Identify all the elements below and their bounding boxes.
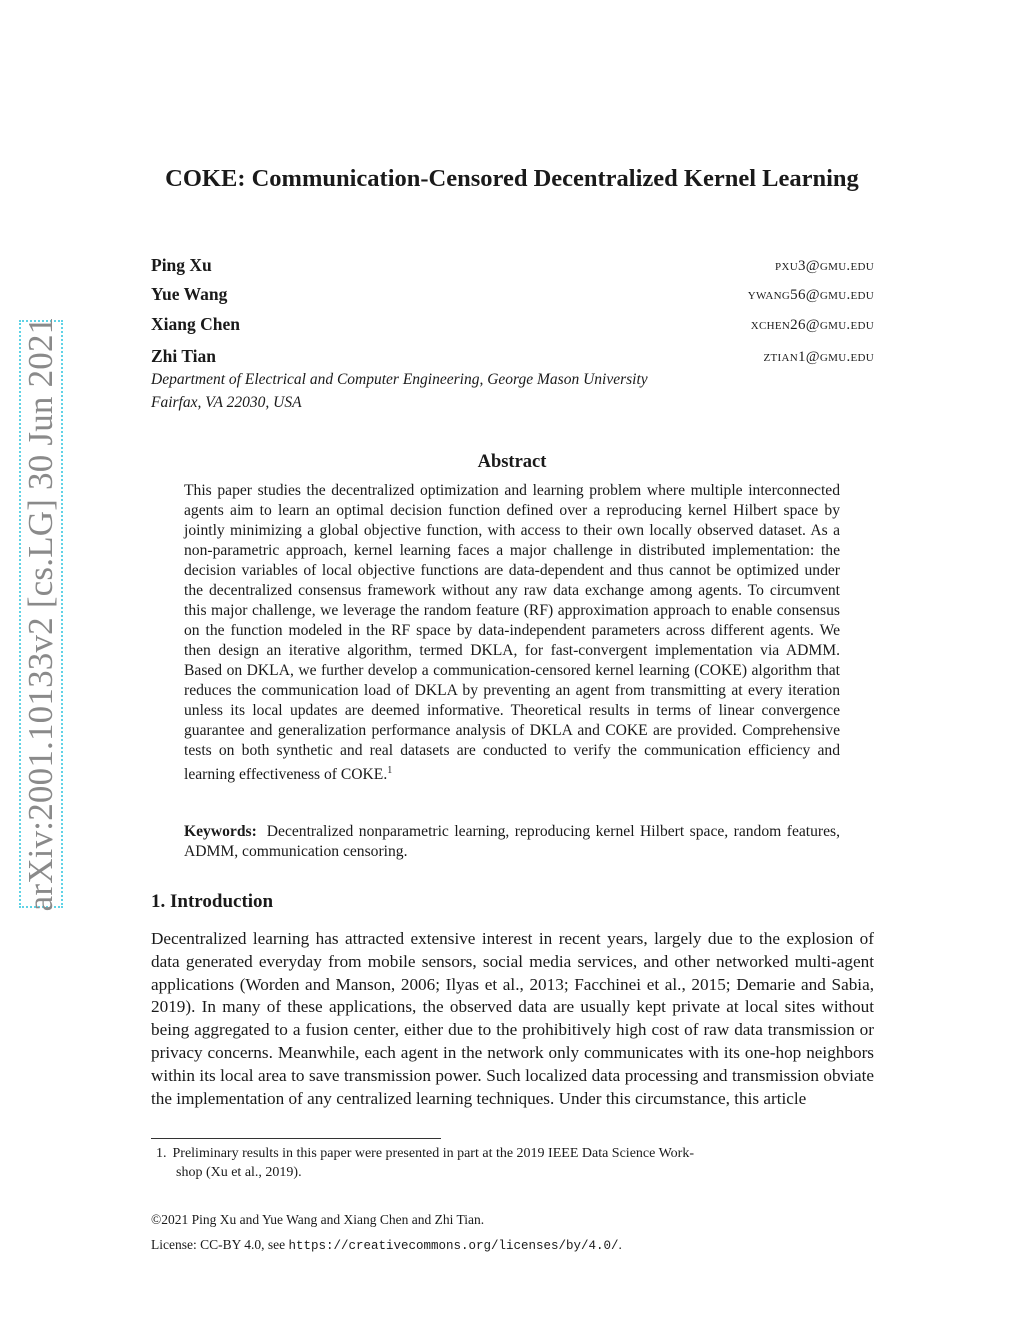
paper-title: COKE: Communication-Censored Decentralized Kernel Learning [165, 165, 859, 192]
affiliation-department: Department of Electrical and Computer Engineering, George Mason University [151, 371, 648, 388]
author-email[interactable]: xchen26@gmu.edu [750, 317, 874, 333]
author-name: Ping Xu [151, 255, 212, 275]
footnote-number: 1. [156, 1146, 167, 1161]
footnote-text-line1: Preliminary results in this paper were presented in part at the 2019 IEEE Data Science Work- [172, 1146, 694, 1161]
copyright-notice: ©2021 Ping Xu and Yue Wang and Xiang Chen and Zhi Tian. [151, 1212, 485, 1227]
arxiv-identifier[interactable]: arXiv:2001.10133v2 [cs.LG] 30 Jun 2021 [21, 316, 60, 912]
author-name: Xiang Chen [151, 314, 240, 334]
author-email[interactable]: ztian1@gmu.edu [763, 349, 874, 365]
author-name: Yue Wang [151, 284, 228, 304]
author-email[interactable]: pxu3@gmu.edu [775, 258, 874, 274]
footnote-rule [151, 1138, 441, 1139]
license-prefix: License: CC-BY 4.0, see [151, 1237, 289, 1252]
abstract-body-text: This paper studies the decentralized optimization and learning problem where multiple interconnected agents aim to learn an optimal decision function defined over a reproducing kernel Hilbert space by jointly minimizing a global objective function, with access to their own locally observed dataset. As a non-parametric approach, kernel learning faces a major challenge in distributed implementation: the decision variables of local objective functions are data-dependent and thus cannot be optimized under the decentralized consensus framework without any raw data exchange among agents. To circumvent this major challenge, we leverage the random feature (RF) approximation approach to enable consensus on the function modeled in the RF space by data-independent parameters across different agents. We then design an iterative algorithm, termed DKLA, for fast-convergent implementation via ADMM. Based on DKLA, we further develop a communication-censored kernel learning (COKE) algorithm that reduces the communication load of DKLA by preventing an agent from transmitting at every iteration unless its local updates are deemed informative. Theoretical results in terms of linear convergence guarantee and generalization performance analysis of DKLA and COKE are provided. Comprehensive tests on both synthetic and real datasets are conducted to verify the communication efficiency and learning effectiveness of COKE. [184, 482, 840, 784]
footnote-text-line2: shop (Xu et al., 2019). [176, 1165, 302, 1180]
license-url-link[interactable]: https://creativecommons.org/licenses/by/4.0/ [288, 1239, 619, 1253]
keywords [184, 822, 840, 862]
license-notice [151, 1237, 622, 1253]
introduction-text: Decentralized learning has attracted extensive interest in recent years, largely due to the explosion of data generated everyday from mobile sensors, social media services, and other networked multi-agent applications (Worden and Manson, 2006; Ilyas et al., 2013; Facchinei et al., 2015; Demarie and Sabia, 2019). In many of these applications, the observed data are usually kept private at local sites without being aggregated to a fusion center, either due to the prohibitively high cost of raw data transmission or privacy concerns. Meanwhile, each agent in the network only communicates with its one-hop neighbors within its local area to save transmission power. Such localized data processing and transmission obviate the implementation of any centralized learning techniques. Under this circumstance, this article [151, 929, 874, 1108]
author-email[interactable]: ywang56@gmu.edu [747, 287, 874, 303]
abstract-heading: Abstract [477, 452, 547, 472]
author-name: Zhi Tian [151, 346, 217, 366]
keywords-text: Decentralized nonparametric learning, reproducing kernel Hilbert space, random features, ADMM, communication censoring. [184, 823, 840, 860]
footnote [156, 1144, 874, 1182]
affiliation-address: Fairfax, VA 22030, USA [151, 394, 302, 411]
footnote-mark[interactable]: 1 [387, 765, 393, 776]
license-suffix: . [618, 1237, 622, 1252]
keywords-label: Keywords: [184, 823, 257, 840]
section-heading-introduction: 1. Introduction [151, 891, 274, 912]
abstract-text [184, 481, 840, 785]
